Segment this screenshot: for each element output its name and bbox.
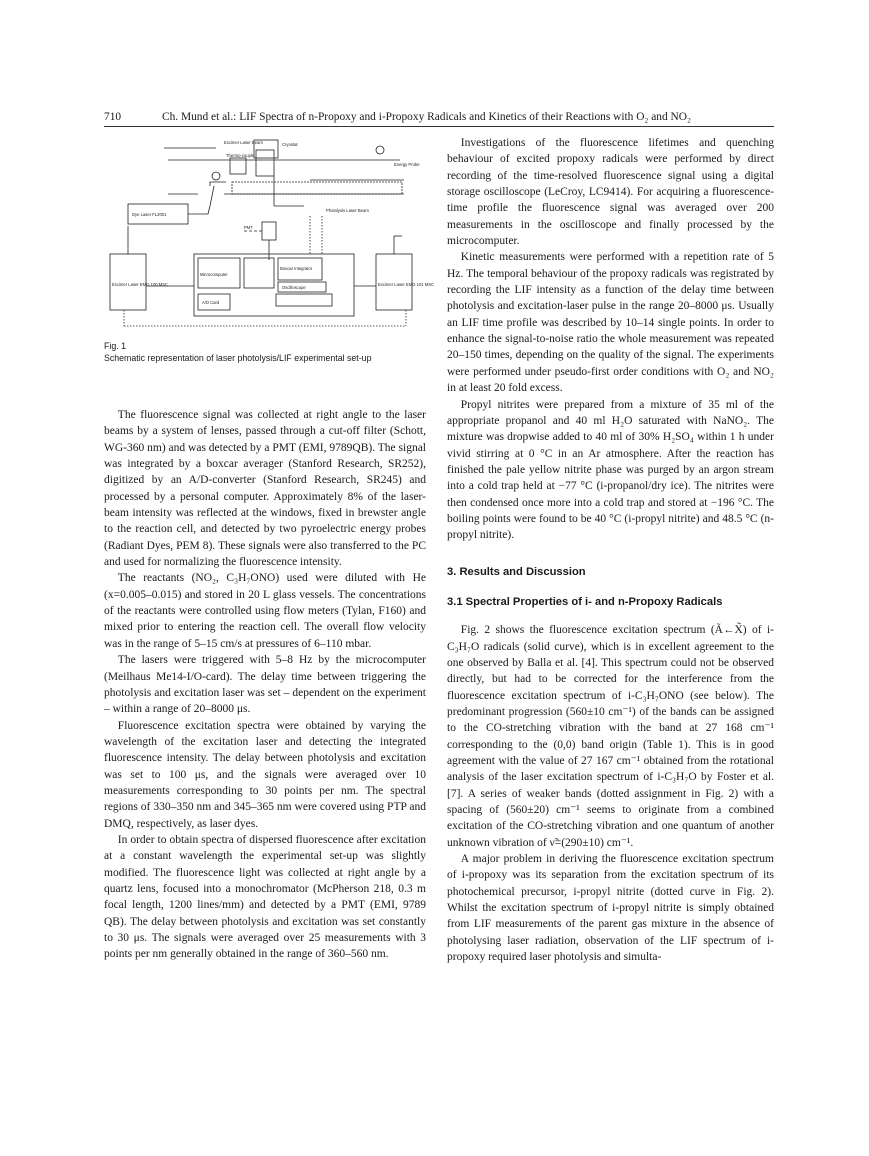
paragraph: Propyl nitrites were prepared from a mixture of 35 ml of the appropriate propanol and 40 ml H₂O saturated with NaNO₂. The mixture was dropwise added to 40 ml of 30% H₂SO₄ within 1 h under vivid stirring at 0 °C in an Ar atmosphere. After the reaction has finished the pale yellow nitrite phase was purged by an argon stream into a cold trap held at −77 °C (i-propanol/dry ice). The nitrites were then condensed once more into a cold trap and stored at −196 °C. The boiling points were found to be 40 °C (i-propyl nitrite) and 48.5 °C (n-propyl nitrite). — [447, 398, 774, 542]
paragraph: Investigations of the fluorescence lifetimes and quenching behaviour of excited propoxy radicals were performed by direct recording of the time-resolved fluorescence signal using a digital storage oscilloscope (LeCroy, LC9414). For acquiring a fluorescence-time profile the fluorescence signal was averaged over 200 measurements in the oscilloscope and finally processed by the microcomputer. — [447, 137, 774, 248]
paragraph: Kinetic measurements were performed with a repetition rate of 5 Hz. The temporal behaviour of the propoxy radicals was registrated by recording the LIF intensity as a function of the delay time between photolysis and excitation-laser pulse in the range 20–8000 μs. Usually an LIF time profile was described by 10–14 single points. In order to enhance the signal-to-noise ratio the whole measurement was repeated 20–150 times, depending on the quality of the signal. The experiments were performed under pseudo-first order conditions with O₂ and NO₂ in at least 20 fold excess. — [447, 251, 774, 395]
pmt-box — [262, 222, 276, 240]
figure-label: Fig. 1 — [104, 341, 127, 351]
label-cryostat: Cryostat — [282, 142, 298, 147]
paragraph: In order to obtain spectra of dispersed fluorescence after excitation at a constant wavelength the experimental set-up was slightly modified. The fluorescence light was collected at right angle by a quartz lens, focused into a monochromator (McPherson 218, 0.3 m focal length, 1200 lines/mm) and detected by a PMT (EMI, 9789 QB). The delay between photolysis and excitation was set constantly to 30 μs. The signals were averaged over 25 measurements with 3 points per nm generally obtained in the range of 360–560 nm. — [104, 833, 426, 961]
label-oscilloscope: Oscilloscope — [282, 285, 306, 290]
label-excimer-beam: Excimer Laser Beam — [224, 140, 263, 145]
label-dye-laser: Dye Laser FL2001 — [132, 212, 167, 217]
right-column — [447, 135, 774, 966]
paragraph: Fluorescence excitation spectra were obtained by varying the wavelength of the excitation laser and detecting the integrated fluorescence intensity. The delay between photolysis and excitation was set to 100 μs, and the signals were averaged over 10 measurements corresponding to 30 points per nm. The spectral regions of 330–350 nm and 345–365 nm were covered using PTP and DMQ, respectively, as laser dyes. — [104, 719, 426, 830]
label-pmt: PMT — [244, 225, 253, 230]
figure-caption — [104, 340, 434, 364]
label-excimer-right: Excimer Laser EMG 101 MSC — [378, 282, 434, 287]
page-number: 710 — [104, 111, 122, 123]
subsection-heading: 3.1 Spectral Properties of i- and n-Propoxy Radicals — [447, 595, 723, 608]
label-microcomputer: Microcomputer — [200, 272, 228, 277]
label-energy-probe: Energy Probe — [394, 162, 420, 167]
label-photolysis-beam: Photolysis Laser Beam — [326, 208, 369, 213]
running-title: Ch. Mund et al.: LIF Spectra of n-Propoxy and i-Propoxy Radicals and Kinetics of their Reactions with O₂ and NO₂ — [162, 111, 691, 123]
label-boxcar: Boxcar Integrator — [280, 266, 313, 271]
paragraph: The fluorescence signal was collected at right angle to the laser beams by a system of lenses, passed through a cut-off filter (Schott, WG-360 nm) and was detected by a PMT (EMI, 9789QB). The signal was integrated by a boxcar averager (Stanford Research, SR252), digitized by an A/D-converter (Stanford Research, SR245) and processed by a personal computer. Approximately 8% of the laser-beam intensity was reflected at the windows, fixed in brewster angle to the reaction cell, and detected by two pyroelectric energy probes (Radiant Dyes, PEM 8). These signals were also transferred to the PC and used for normalizing the fluorescence intensity. — [104, 409, 426, 569]
paragraph: Fig. 2 shows the fluorescence excitation spectrum (Ã←X̃) of i-C₃H₇O radicals (solid curve), which is in excellent agreement to the one observed by Balla et al. [4]. This spectrum could not be observed directly, but had to be corrected for the interference from the fluorescence excitation spectrum of i-C₃H₇ONO (see below). The predominant progression (560±10 cm⁻¹) of the bands can be assigned to the CO-stretching vibration with the band at 27 168 cm⁻¹ corresponding to the (0,0) band origin (Table 1). This is in good agreement with the value of 27 167 cm⁻¹ obtained from the rotational analysis of the laser excitation spectrum of i-C₃H₇O by Foster et al. [7]. A series of weaker bands (dotted assignment in Fig. 2) with a spacing of (560±20) cm⁻¹ seems to originate from a combined excitation of the CO-stretching vibration and one quantum of another unknown vibration of ν̃=(290±10) cm⁻¹. — [447, 624, 774, 849]
header-rule — [104, 126, 774, 127]
label-thermocouple: Thermo-couple — [226, 153, 255, 158]
label-ad-card: A/D Card — [202, 300, 220, 305]
figure-1-schematic — [104, 136, 434, 332]
paragraph: The reactants (NO₂, C₃H₇ONO) used were diluted with He (x=0.005–0.015) and stored in 20 L glass vessels. The concentrations of the reactants were controlled using flow meters (Tylan, F160) and mixed prior to entering the reaction cell. The overall flow velocity was in the range of 5–15 cm/s at pressures of 6–110 mbar. — [104, 572, 426, 650]
paragraph: A major problem in deriving the fluorescence excitation spectrum of i-propoxy was its separation from the excitation spectrum of its photochemical precursor, i-propyl nitrite (dotted curve in Fig. 2). Whilst the excitation spectrum of i-propyl nitrite is simply obtained from LIF measurements of the parent gas mixture in the absence of photolysing laser radiation, observation of the LIF spectrum of i-propoxy required laser photolysis and simulta- — [447, 853, 774, 964]
setup-schematic — [104, 136, 434, 332]
figure-caption-text: Schematic representation of laser photolysis/LIF experimental set-up — [104, 353, 372, 363]
label-excimer-left: Excimer Laser EMG 100 MSC — [112, 282, 169, 287]
section-heading: 3. Results and Discussion — [447, 565, 586, 578]
paragraph: The lasers were triggered with 5–8 Hz by the microcomputer (Meilhaus Me14-I/O-card). The delay time between triggering the photolysis and excitation laser was set – dependent on the experiment – within a range of 20–8000 μs. — [104, 654, 426, 716]
left-column — [104, 407, 426, 963]
running-header — [104, 108, 774, 126]
